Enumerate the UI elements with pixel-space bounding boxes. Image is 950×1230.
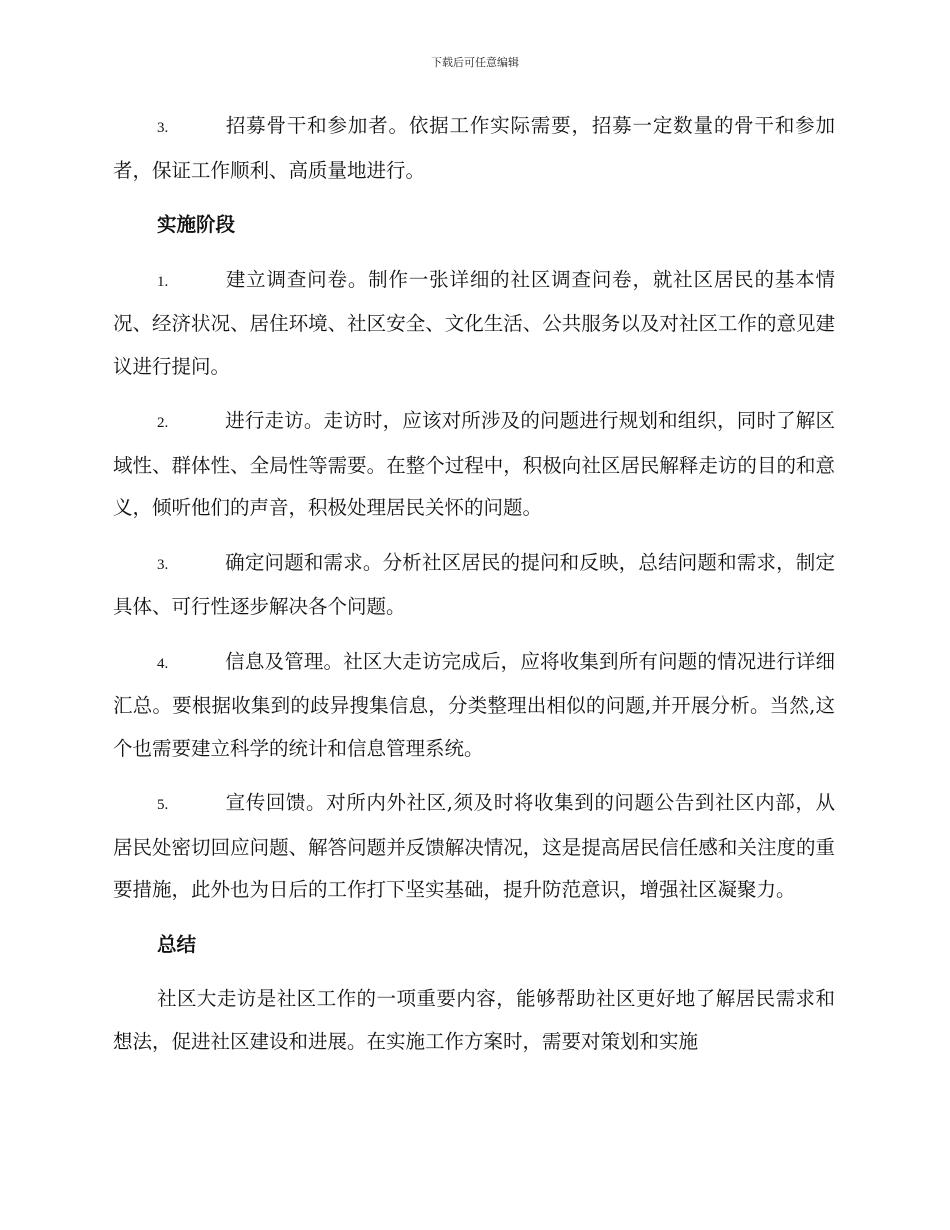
list-item-text: 确定问题和需求。分析社区居民的提问和反映，总结问题和需求，制定具体、可行性逐步解决各个问题。	[113, 550, 835, 618]
list-number: 1.	[157, 273, 169, 290]
list-number: 2.	[157, 415, 169, 431]
list-item-info-management	[113, 641, 835, 771]
list-item-text: 信息及管理。社区大走访完成后，应将收集到所有问题的情况进行详细汇总。要根据收集到的歧异搜集信息，分类整理出相似的问题,并开展分析。当然,这个也需要建立科学的统计和信息管理系统。	[113, 649, 835, 760]
list-item-feedback	[113, 782, 835, 912]
list-item-recruit	[113, 105, 835, 192]
summary-paragraph: 社区大走访是社区工作的一项重要内容，能够帮助社区更好地了解居民需求和想法，促进社区建设和进展。在实施工作方案时，需要对策划和实施	[113, 987, 835, 1053]
list-item-text: 进行走访。走访时，应该对所涉及的问题进行规划和组织，同时了解区域性、群体性、全局性等需要。在整个过程中，积极向社区居民解释走访的目的和意义，倾听他们的声音，积极处理居民关怀的问题。	[113, 409, 835, 519]
section-heading-summary: 总结	[157, 932, 197, 956]
list-number: 4.	[157, 655, 169, 672]
list-item-text: 宣传回馈。对所内外社区,须及时将收集到的问题公告到社区内部，从居民处密切回应问题、解答问题并反馈解决情况，这是提高居民信任感和关注度的重要措施，此外也为日后的工作打下坚实基础，提升防范意识，增强社区凝聚力。	[113, 791, 835, 901]
list-number: 3.	[157, 556, 169, 573]
page-header: 下载后可任意编辑	[431, 56, 519, 69]
list-item-questionnaire	[113, 259, 835, 389]
document-body	[113, 105, 835, 1063]
list-number: 5.	[157, 797, 169, 813]
list-item-text: 招募骨干和参加者。依据工作实际需要，招募一定数量的骨干和参加者，保证工作顺利、高质量地进行。	[113, 114, 835, 182]
section-heading-implementation: 实施阶段	[157, 213, 236, 236]
list-number: 3.	[157, 120, 169, 136]
list-item-needs	[113, 542, 835, 629]
list-item-text: 建立调查问卷。制作一张详细的社区调查问卷，就社区居民的基本情况、经济状况、居住环境、社区安全、文化生活、公共服务以及对社区工作的意见建议进行提问。	[113, 267, 835, 378]
list-item-visit	[113, 400, 835, 530]
